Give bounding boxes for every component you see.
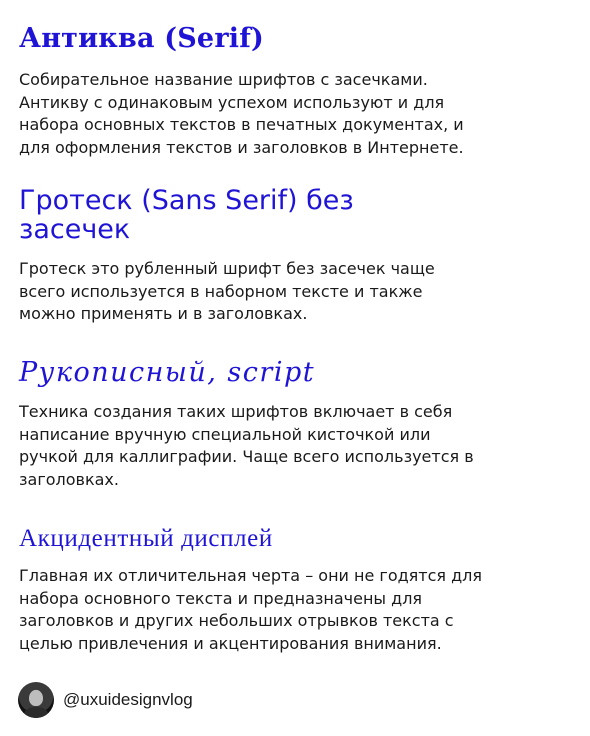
avatar[interactable] — [18, 682, 54, 718]
section-text-sans-serif: Гротеск это рубленный шрифт без засечек чаще всего используется в наборном тексте и также можно применять и в заголовках. — [19, 259, 435, 323]
section-title-serif: Антиква (Serif) — [19, 23, 264, 54]
section-title-display: Акцидентный дисплей — [19, 525, 273, 552]
section-script — [19, 355, 489, 491]
section-text-script: Техника создания таких шрифтов включает в себя написание вручную специальной кисточкой или ручкой для каллиграфии. Чаще всего используется в заголовках. — [19, 402, 474, 489]
author-handle[interactable]: @uxuidesignvlog — [63, 690, 193, 709]
section-serif — [19, 22, 489, 159]
section-sans-serif — [19, 186, 489, 326]
section-text-display: Главная их отличительная черта – они не годятся для набора основного текста и предназначены для заголовков и других небольших отрывков текста с целью привлечения и акцентирования внимания. — [19, 566, 483, 653]
section-title-script: Рукописный, script — [19, 357, 316, 388]
section-display — [19, 523, 489, 655]
section-title-sans-serif: Гротеск (Sans Serif) без засечек — [19, 185, 354, 245]
author-footer[interactable] — [18, 682, 193, 718]
section-text-serif: Собирательное название шрифтов с засечками. Антикву с одинаковым успехом используют и для набора основных текстов в печатных документах, и для оформления текстов и заголовков в Интернете. — [19, 70, 464, 157]
